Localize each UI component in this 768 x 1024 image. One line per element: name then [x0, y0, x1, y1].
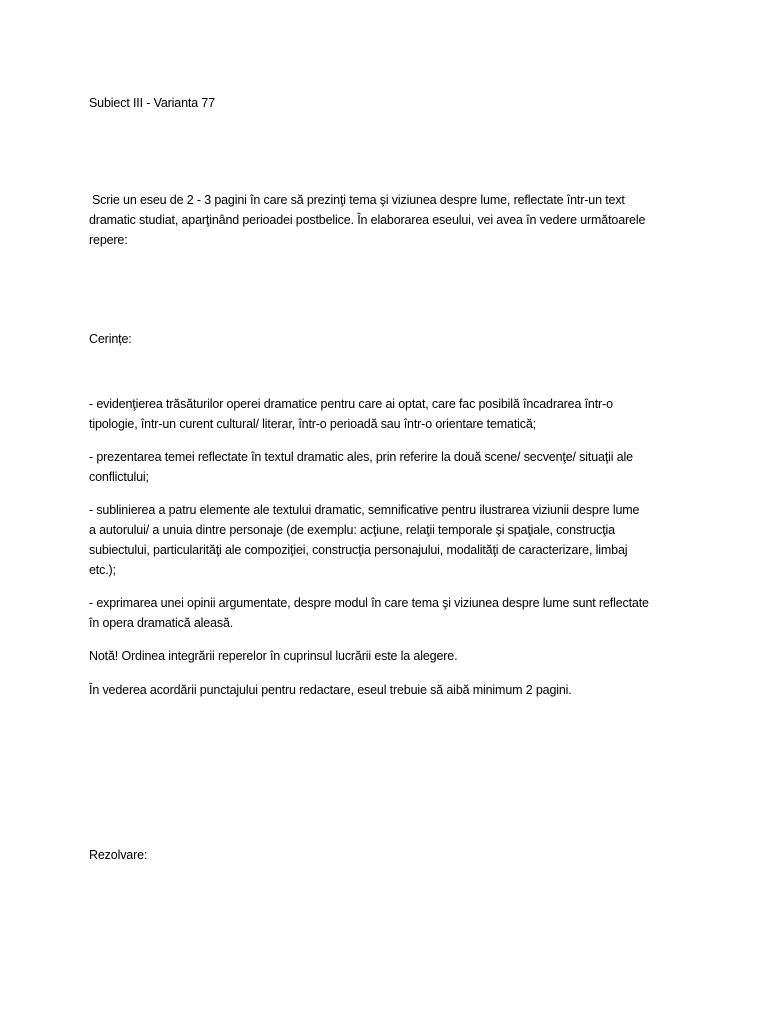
requirement-line: a autorului/ a unuia dintre personaje (de exemplu: acţiune, relaţii temporale şi spaţiale, construcţia — [89, 523, 615, 537]
solution-heading: Rezolvare: — [89, 848, 148, 862]
document-title: Subiect III - Varianta 77 — [89, 96, 215, 110]
requirement-line: în opera dramatică aleasă. — [89, 616, 234, 630]
requirement-line: conflictului; — [89, 470, 149, 484]
intro-line-3: repere: — [89, 233, 128, 247]
requirement-line: etc.); — [89, 563, 116, 577]
requirement-line: - sublinierea a patru elemente ale textului dramatic, semnificative pentru ilustrarea viziunii despre lume — [89, 503, 640, 517]
intro-line-2: dramatic studiat, aparţinând perioadei postbelice. În elaborarea eseului, vei avea în vedere următoarele — [89, 213, 646, 227]
requirement-line: tipologie, într-un curent cultural/ literar, într-o perioadă sau într-o orientare tematică; — [89, 417, 536, 431]
requirement-line: subiectului, particularităţi ale compoziţiei, construcţia personajului, modalităţi de caracterizare, limbaj — [89, 543, 628, 557]
requirement-line: - evidenţierea trăsăturilor operei dramatice pentru care ai optat, care fac posibilă încadrarea într-o — [89, 397, 613, 411]
requirements-heading: Cerințe: — [89, 332, 132, 346]
requirement-line: - exprimarea unei opinii argumentate, despre modul în care tema şi viziunea despre lume sunt reflectate — [89, 596, 649, 610]
requirement-line: - prezentarea temei reflectate în textul dramatic ales, prin referire la două scene/ secvenţe/ situaţii ale — [89, 450, 633, 464]
intro-line-1: Scrie un eseu de 2 - 3 pagini în care să prezinţi tema şi viziunea despre lume, reflectate într-un text — [92, 193, 625, 207]
note-text: Notă! Ordinea integrării reperelor în cuprinsul lucrării este la alegere. — [89, 649, 458, 663]
length-requirement-text: În vederea acordării punctajului pentru redactare, eseul trebuie să aibă minimum 2 pagini. — [89, 683, 572, 697]
